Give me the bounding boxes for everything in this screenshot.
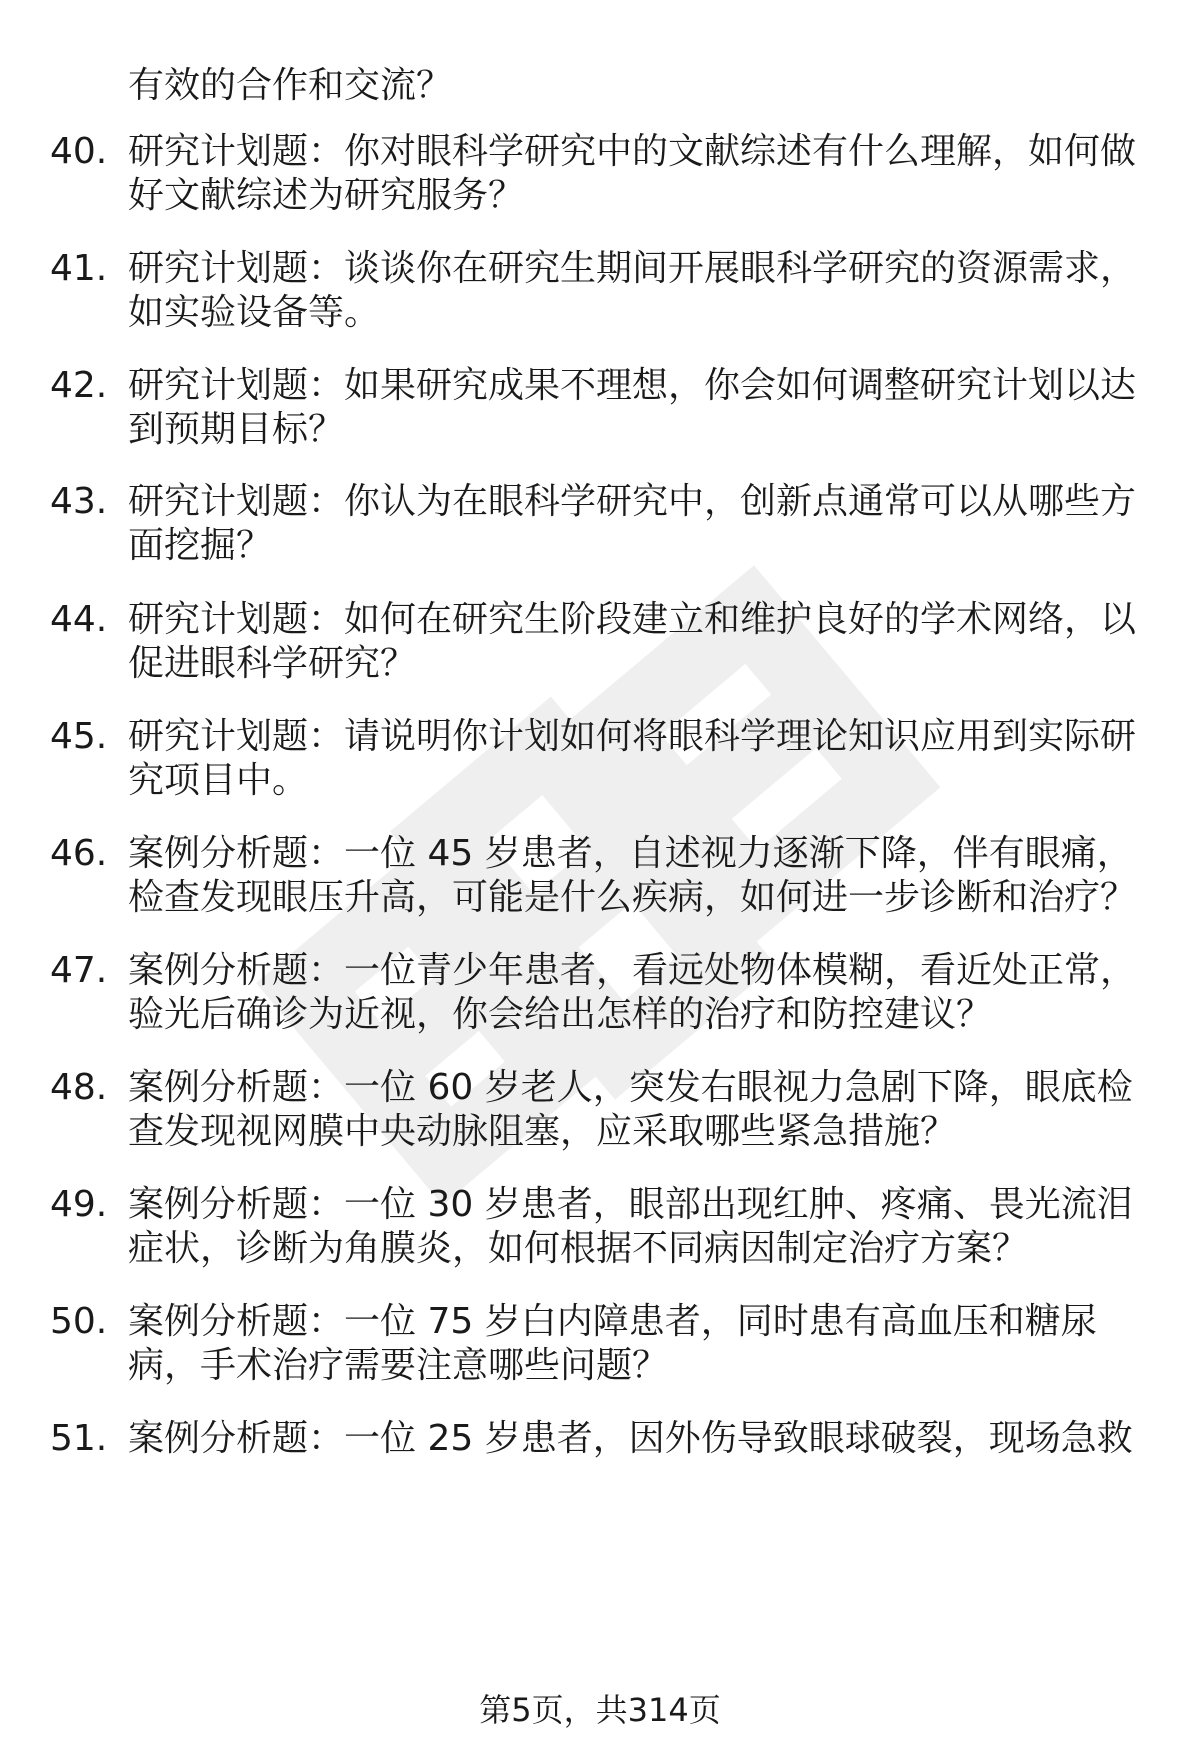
question-number: 41. (50, 248, 108, 289)
question-text-line-2: 查发现视网膜中央动脉阻塞，应采取哪些紧急措施？ (128, 1111, 957, 1152)
question-text-line-2: 病，手术治疗需要注意哪些问题？ (128, 1345, 669, 1386)
question-number: 45. (50, 716, 108, 757)
question-text-line-1: 案例分析题：一位 45 岁患者，自述视力逐渐下降，伴有眼痛， (128, 833, 1133, 874)
question-text-line-1: 研究计划题：你认为在眼科学研究中，创新点通常可以从哪些方 (128, 481, 1137, 522)
question-text-line-2: 好文献综述为研究服务？ (128, 175, 525, 216)
question-text-line-2: 症状，诊断为角膜炎，如何根据不同病因制定治疗方案？ (128, 1228, 1029, 1269)
question-number: 49. (50, 1184, 108, 1225)
question-text-line-1: 案例分析题：一位 30 岁患者，眼部出现红肿、疼痛、畏光流泪 (128, 1184, 1133, 1225)
question-number: 42. (50, 365, 108, 406)
question-number: 47. (50, 950, 108, 991)
question-text-line-2: 究项目中。 (128, 760, 309, 801)
question-number: 48. (50, 1067, 108, 1108)
page-footer: 第5页，共314页 (479, 1691, 721, 1729)
question-number: 46. (50, 833, 108, 874)
question-text-line-2: 面挖掘？ (128, 525, 273, 566)
question-number: 43. (50, 481, 108, 522)
continuation-line: 有效的合作和交流？ (128, 65, 453, 106)
question-text-line-2: 促进眼科学研究？ (128, 643, 417, 684)
question-text-line-2: 到预期目标？ (128, 409, 345, 450)
question-number: 40. (50, 131, 108, 172)
question-text-line-1: 研究计划题：如果研究成果不理想，你会如何调整研究计划以达 (128, 365, 1137, 406)
question-text-line-1: 案例分析题：一位 75 岁白内障患者，同时患有高血压和糖尿 (128, 1301, 1097, 1342)
question-text-line-2: 如实验设备等。 (128, 292, 381, 333)
question-text-line-1: 案例分析题：一位 25 岁患者，因外伤导致眼球破裂，现场急救 (128, 1418, 1133, 1459)
question-text-line-1: 研究计划题：谈谈你在研究生期间开展眼科学研究的资源需求， (128, 248, 1137, 289)
question-number: 51. (50, 1418, 108, 1459)
question-text-line-2: 检查发现眼压升高，可能是什么疾病，如何进一步诊断和治疗？ (128, 877, 1137, 918)
question-text-line-1: 案例分析题：一位 60 岁老人，突发右眼视力急剧下降，眼底检 (128, 1067, 1133, 1108)
question-text-line-1: 研究计划题：如何在研究生阶段建立和维护良好的学术网络，以 (128, 599, 1137, 640)
question-text-line-2: 验光后确诊为近视，你会给出怎样的治疗和防控建议？ (128, 994, 993, 1035)
question-number: 44. (50, 599, 108, 640)
question-text-line-1: 研究计划题：请说明你计划如何将眼科学理论知识应用到实际研 (128, 716, 1137, 757)
question-number: 50. (50, 1301, 108, 1342)
question-text-line-1: 研究计划题：你对眼科学研究中的文献综述有什么理解，如何做 (128, 131, 1137, 172)
question-text-line-1: 案例分析题：一位青少年患者，看远处物体模糊，看近处正常， (128, 950, 1137, 991)
